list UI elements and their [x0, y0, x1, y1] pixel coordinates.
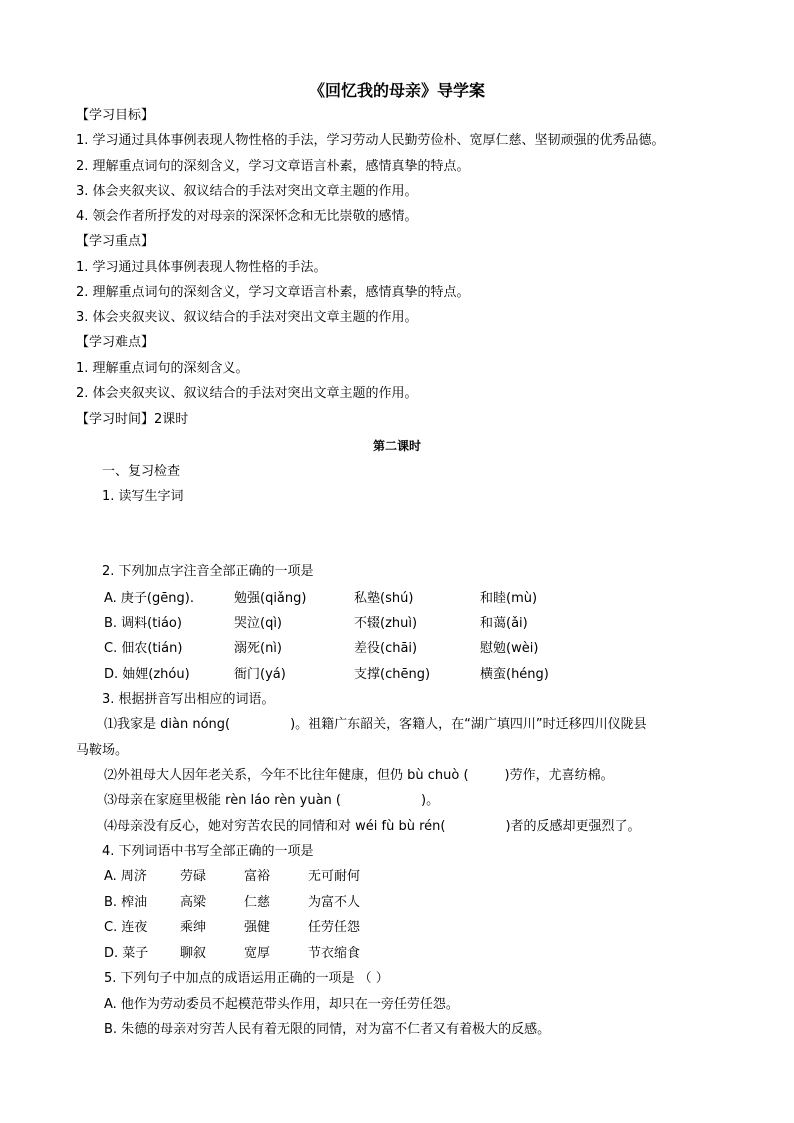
option-item: 高梁: [180, 895, 207, 910]
option-item: C. 佃农(tián): [104, 641, 183, 656]
q3-item-3: [104, 792, 439, 810]
q2-option-row: [104, 615, 744, 633]
section-review-heading: 一、复习检查: [102, 464, 181, 479]
option-item: 无可耐何: [308, 869, 361, 884]
objective-item: 4. 领会作者所抒发的对母亲的深深怀念和无比崇敬的感情。: [76, 209, 418, 224]
option-item: 溺死(nì): [234, 641, 282, 656]
option-item: 和蔼(ǎi): [480, 616, 528, 631]
q3-item-3-part: )。: [421, 793, 440, 808]
option-item: 衙门(yá): [234, 667, 286, 682]
q3-item-2-part: )劳作，尤喜纺棉。: [504, 768, 614, 783]
q3-item-1-part: )。祖籍广东韶关，客籍人，在“湖广填四川”时迁移四川仪陇县: [290, 717, 647, 732]
option-item: 勉强(qiǎng): [234, 591, 307, 606]
q3-item-2: [104, 767, 614, 785]
question-1: 1. 读写生字词: [102, 489, 184, 504]
objective-item: 3. 体会夹叙夹议、叙议结合的手法对突出文章主题的作用。: [76, 184, 418, 199]
question-4: 4. 下列词语中书写全部正确的一项是: [102, 844, 314, 859]
option-item: 强健: [244, 920, 271, 935]
q2-option-row: [104, 640, 744, 658]
option-item: 宽厚: [244, 946, 271, 961]
option-item: 为富不人: [308, 895, 361, 910]
option-item: 乘绅: [180, 920, 207, 935]
q2-option-row: [104, 666, 744, 684]
difficult-points-header: 【学习难点】: [76, 335, 155, 350]
option-item: 聊叙: [180, 946, 207, 961]
q5-option: A. 他作为劳动委员不起模范带头作用，却只在一旁任劳任怨。: [104, 997, 459, 1012]
difficult-point-item: 1. 理解重点词句的深刻含义。: [76, 361, 249, 376]
question-3: 3. 根据拼音写出相应的词语。: [102, 692, 275, 707]
lesson-title: 第二课时: [372, 439, 421, 453]
q3-item-4-part: )者的反感却更强烈了。: [505, 819, 641, 834]
difficult-point-item: 2. 体会夹叙夹议、叙议结合的手法对突出文章主题的作用。: [76, 386, 418, 401]
q3-item-1-continued: 马鞍场。: [76, 743, 129, 758]
option-item: 私塾(shú): [354, 591, 414, 606]
option-item: 富裕: [244, 869, 271, 884]
q4-option-row: [104, 919, 744, 937]
option-item: 支撑(chēng): [354, 667, 431, 682]
option-item: 劳碌: [180, 869, 207, 884]
q3-item-1: [104, 716, 647, 734]
option-item: B. 榨油: [104, 895, 148, 910]
option-item: 不辍(zhuì): [354, 616, 418, 631]
option-item: 仁慈: [244, 895, 271, 910]
q4-option-row: [104, 868, 744, 886]
option-item: 节衣缩食: [308, 946, 361, 961]
option-item: D. 菜子: [104, 946, 149, 961]
q5-option: B. 朱德的母亲对穷苦人民有着无限的同情，对为富不仁者又有着极大的反感。: [104, 1022, 551, 1037]
option-item: 哭泣(qì): [234, 616, 283, 631]
option-item: A. 周济: [104, 869, 147, 884]
objective-item: 2. 理解重点词句的深刻含义，学习文章语言朴素，感情真挚的特点。: [76, 159, 470, 174]
option-item: D. 妯娌(zhóu): [104, 667, 190, 682]
question-5: 5. 下列句子中加点的成语运用正确的一项是 （ ）: [104, 971, 389, 986]
option-item: 横蛮(héng): [480, 667, 549, 682]
option-item: 慰勉(wèi): [480, 641, 539, 656]
key-point-item: 1. 学习通过具体事例表现人物性格的手法。: [76, 260, 327, 275]
q3-item-4: [104, 818, 641, 836]
option-item: 差役(chāi): [354, 641, 418, 656]
q4-option-row: [104, 945, 744, 963]
q4-option-row: [104, 894, 744, 912]
option-item: A. 庚子(gēng).: [104, 591, 194, 606]
key-point-item: 3. 体会夹叙夹议、叙议结合的手法对突出文章主题的作用。: [76, 310, 418, 325]
q2-option-row: [104, 590, 744, 608]
page-title: 《回忆我的母亲》导学案: [308, 81, 485, 100]
q3-item-2-part: ⑵外祖母大人因年老关系，今年不比往年健康，但仍 bù chuò (: [104, 768, 469, 783]
option-item: B. 调料(tiáo): [104, 616, 182, 631]
study-time: 【学习时间】2课时: [76, 412, 189, 427]
key-points-header: 【学习重点】: [76, 234, 155, 249]
option-item: C. 连夜: [104, 920, 148, 935]
question-2: 2. 下列加点字注音全部正确的一项是: [102, 564, 314, 579]
key-point-item: 2. 理解重点词句的深刻含义，学习文章语言朴素，感情真挚的特点。: [76, 285, 470, 300]
option-item: 任劳任怨: [308, 920, 361, 935]
objectives-header: 【学习目标】: [76, 108, 155, 123]
q3-item-3-part: ⑶母亲在家庭里极能 rèn láo rèn yuàn (: [104, 793, 341, 808]
q3-item-4-part: ⑷母亲没有反心，她对穷苦农民的同情和对 wéi fù bù rén(: [104, 819, 446, 834]
objective-item: 1. 学习通过具体事例表现人物性格的手法，学习劳动人民勤劳俭朴、宽厚仁慈、坚韧顽强的优秀品德。: [76, 133, 665, 148]
q3-item-1-part: ⑴我家是 diàn nóng(: [104, 717, 231, 732]
option-item: 和睦(mù): [480, 591, 538, 606]
